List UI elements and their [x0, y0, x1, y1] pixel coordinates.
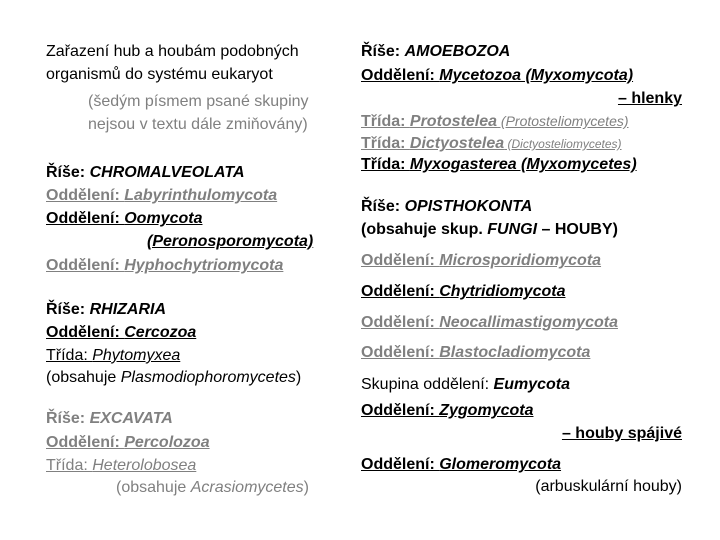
trida-label: Třída:	[361, 113, 410, 130]
peronosporomycota-line: (Peronosporomycota)	[147, 233, 314, 250]
opisthokonta-rise	[361, 197, 532, 217]
arbuskularni-houby-line: (arbuskulární houby)	[535, 478, 682, 495]
rise-name: RHIZARIA	[89, 301, 167, 318]
oddeleni-name: Chytridiomycota	[439, 283, 566, 300]
oddeleni-label: Oddělení:	[46, 187, 125, 204]
trida-name: Phytomyxea	[92, 347, 181, 364]
protostelea-line	[361, 111, 629, 132]
excavata-rise	[46, 409, 173, 429]
oddeleni-label: Oddělení:	[361, 344, 440, 361]
skupina-name: Eumycota	[493, 376, 571, 393]
rise-label: Říše:	[361, 43, 405, 60]
plasmodiophoromycetes-note	[46, 368, 301, 388]
intro-note-2: nejsou v textu dále zmiňovány)	[88, 116, 308, 133]
hlenky-line: – hlenky	[617, 90, 682, 107]
zygomycota-line	[361, 401, 533, 421]
dictyostelea-line	[361, 134, 622, 154]
rise-name: EXCAVATA	[89, 410, 173, 427]
oddeleni-name: Hyphochytriomycota	[124, 257, 284, 274]
heterolobosea-line	[46, 456, 196, 476]
oddeleni-name: Blastocladiomycota	[439, 344, 591, 361]
trida-name: Heterolobosea	[92, 457, 197, 474]
oddeleni-label: Oddělení:	[46, 210, 125, 227]
oddeleni-name: Glomeromycota	[439, 456, 562, 473]
intro-note-1: (šedým písmem psané skupiny	[88, 93, 309, 110]
mycetozoa-line	[361, 66, 633, 86]
chromalveolata-rise	[46, 163, 245, 183]
note-prefix: (obsahuje	[116, 479, 191, 496]
oddeleni-name: Oomycota	[124, 210, 203, 227]
oddeleni-label: Oddělení:	[46, 257, 125, 274]
cercozoa-line	[46, 323, 196, 343]
oddeleni-name: Zygomycota	[439, 402, 534, 419]
note-suffix: )	[295, 369, 302, 386]
phytomyxea-line	[46, 346, 180, 366]
rise-name: CHROMALVEOLATA	[89, 164, 245, 181]
oddeleni-label: Oddělení:	[46, 324, 125, 341]
oddeleni-label: Oddělení:	[361, 252, 440, 269]
oddeleni-label: Oddělení:	[361, 456, 440, 473]
blastocladiomycota-line	[361, 343, 590, 363]
oddeleni-label: Oddělení:	[361, 283, 440, 300]
trida-label: Třída:	[361, 135, 410, 152]
oddeleni-name: Labyrinthulomycota	[124, 187, 278, 204]
note-suffix: )	[303, 479, 309, 496]
oddeleni-name: Microsporidiomycota	[439, 252, 602, 269]
rise-label: Říše:	[361, 198, 405, 215]
trida-label: Třída:	[46, 347, 93, 364]
trida-alt: (Dictyosteliomycetes)	[504, 137, 622, 151]
oddeleni-label: Oddělení:	[361, 67, 440, 84]
rise-name: AMOEBOZOA	[404, 43, 511, 60]
note-prefix: (obsahuje skup.	[361, 221, 488, 238]
hyphochytriomycota-line	[46, 256, 283, 276]
glomeromycota-line	[361, 455, 561, 475]
intro-line-1: Zařazení hub a houbám podobných	[46, 43, 299, 60]
rise-label: Říše:	[46, 410, 90, 427]
trida-name: Protostelea	[409, 113, 498, 130]
chytridiomycota-line	[361, 282, 565, 302]
note-name: Acrasiomycetes	[190, 479, 304, 496]
oomycota-line	[46, 209, 202, 229]
trida-name: Dictyostelea	[409, 135, 505, 152]
neocallimastigomycota-line	[361, 313, 618, 333]
fungi-note	[361, 220, 618, 240]
skupina-label: Skupina oddělení:	[361, 376, 494, 393]
eumycota-line	[361, 375, 570, 395]
percolozoa-line	[46, 433, 210, 453]
rise-label: Říše:	[46, 301, 90, 318]
note-name: Plasmodiophoromycetes	[120, 369, 296, 386]
houby-spajive-line: – houby spájivé	[561, 425, 682, 442]
labyrinthulomycota-line	[46, 186, 277, 206]
note-suffix: – HOUBY)	[537, 221, 618, 238]
trida-alt: (Protosteliomycetes)	[497, 113, 629, 129]
oddeleni-name: Neocallimastigomycota	[439, 314, 618, 331]
myxogasterea-line	[361, 155, 637, 175]
trida-name: Myxogasterea (Myxomycetes)	[409, 156, 637, 173]
oddeleni-label: Oddělení:	[361, 314, 440, 331]
oddeleni-name: Percolozoa	[124, 434, 210, 451]
microsporidiomycota-line	[361, 251, 601, 271]
oddeleni-name: Cercozoa	[124, 324, 197, 341]
note-prefix: (obsahuje	[46, 369, 121, 386]
oddeleni-label: Oddělení:	[361, 402, 440, 419]
trida-label: Třída:	[361, 156, 410, 173]
rise-label: Říše:	[46, 164, 90, 181]
acrasiomycetes-note	[116, 478, 309, 498]
oddeleni-name: Mycetozoa (Myxomycota)	[439, 67, 634, 84]
note-name: FUNGI	[487, 221, 538, 238]
amoebozoa-rise	[361, 42, 510, 62]
rhizaria-rise	[46, 300, 166, 320]
intro-line-2: organismů do systému eukaryot	[46, 66, 273, 83]
trida-label: Třída:	[46, 457, 93, 474]
oddeleni-label: Oddělení:	[46, 434, 125, 451]
rise-name: OPISTHOKONTA	[404, 198, 533, 215]
